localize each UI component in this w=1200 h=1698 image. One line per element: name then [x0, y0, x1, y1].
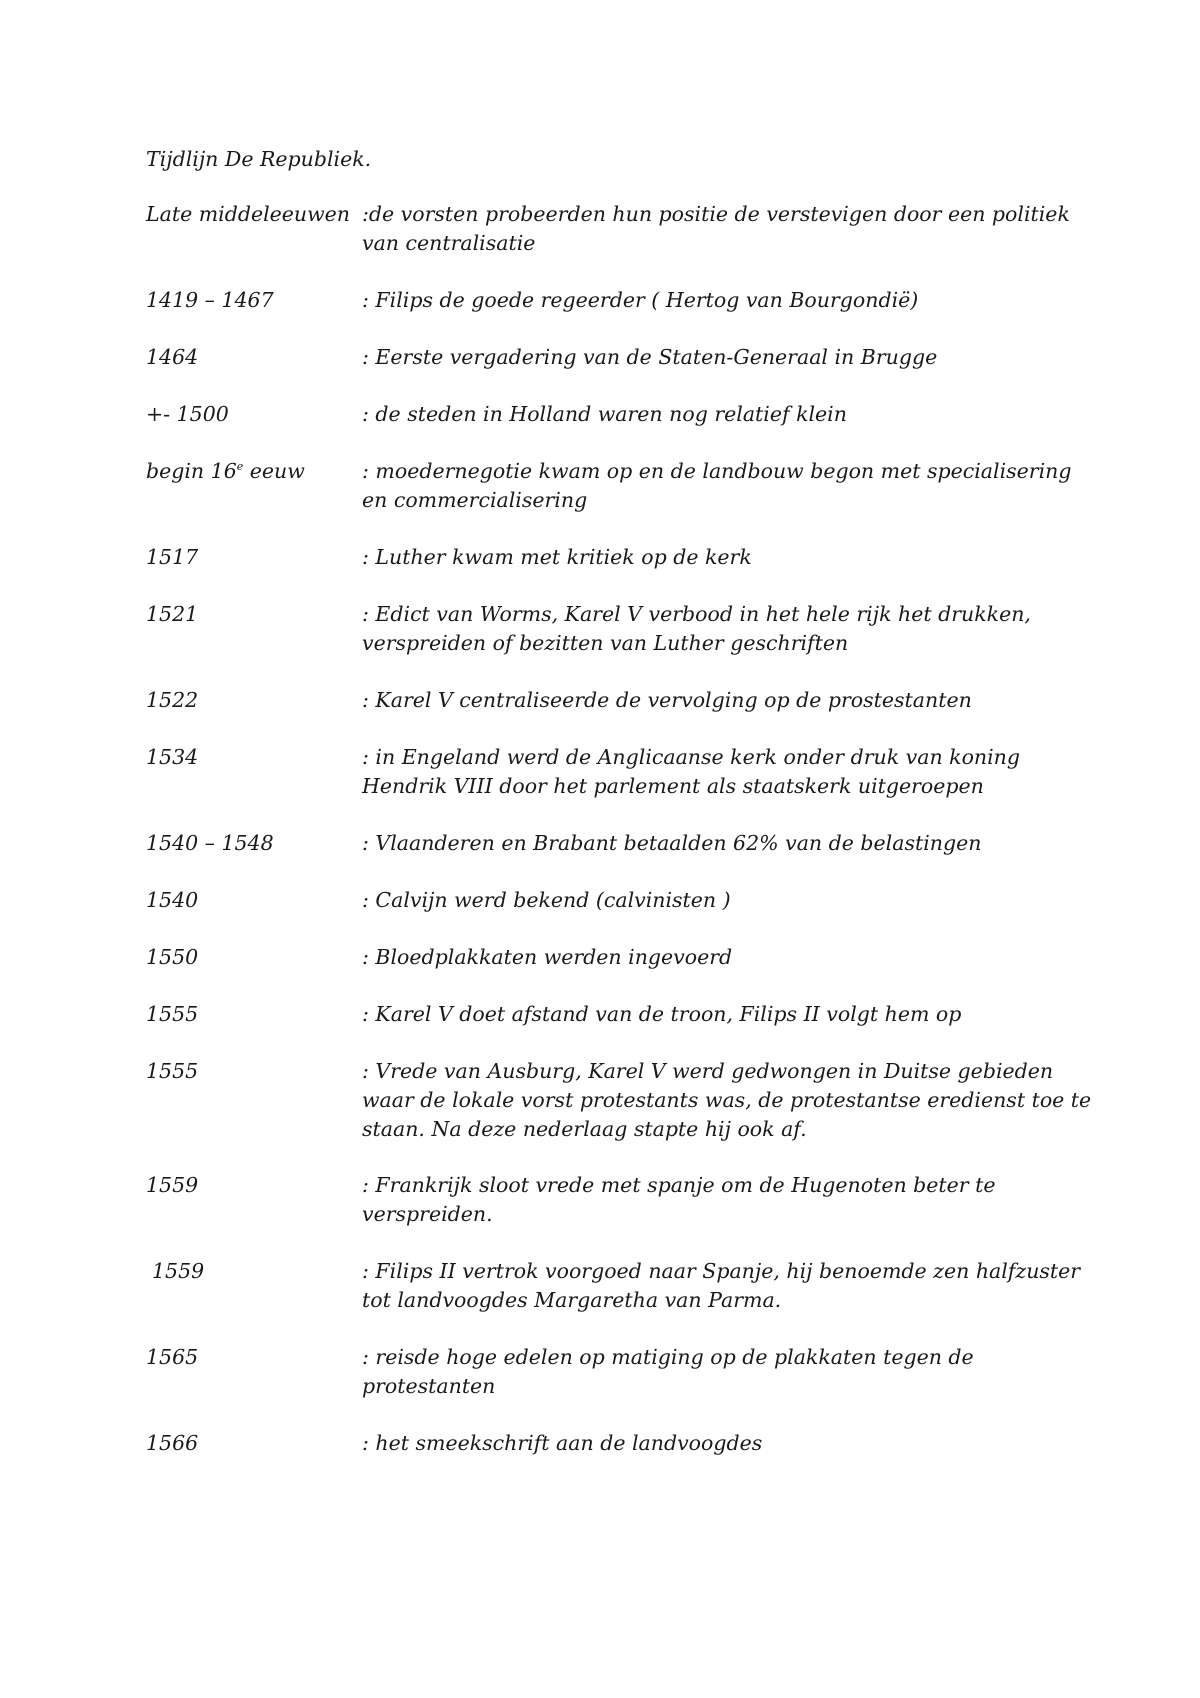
entry-description [362, 743, 1072, 801]
entry-date: 1540 [146, 888, 199, 912]
entry-date: 1521 [146, 602, 199, 626]
description-line: : Karel V centraliseerde de vervolging op de prostestanten [362, 688, 972, 712]
description-line: : het smeekschrift aan de landvoogdes [362, 1431, 763, 1455]
entry-date: 1559 [152, 1259, 205, 1283]
entry-description [362, 829, 1072, 858]
description-line: waar de lokale vorst protestants was, de protestantse eredienst toe te [362, 1087, 1092, 1112]
entry-date: 1522 [146, 688, 199, 712]
entry-date: 1419 – 1467 [146, 288, 274, 312]
entry-date: 1550 [146, 945, 199, 969]
description-line: : Filips de goede regeerder ( Hertog van Bourgondië) [362, 288, 919, 312]
entry-description [362, 686, 1072, 715]
entry-description [362, 943, 1072, 972]
description-line: staan. Na deze nederlaag stapte hij ook af. [362, 1116, 807, 1141]
description-line: : in Engeland werd de Anglicaanse kerk onder druk van koning [362, 745, 1021, 769]
description-line: : Edict van Worms, Karel V verbood in het hele rijk het drukken, [362, 602, 1031, 626]
description-line: verspreiden. [362, 1201, 493, 1226]
entry-date: 1555 [146, 1002, 199, 1026]
entry-description [362, 1171, 1072, 1229]
description-line: : Vlaanderen en Brabant betaalden 62% van de belastingen [362, 831, 982, 855]
entry-date: +- 1500 [146, 402, 229, 426]
entry-description [362, 600, 1072, 658]
description-line: tot landvoogdes Margaretha van Parma. [362, 1287, 782, 1312]
description-line: Hendrik VIII door het parlement als staatskerk uitgeroepen [362, 773, 984, 798]
description-line: : moedernegotie kwam op en de landbouw begon met specialisering [362, 459, 1072, 483]
entry-date: 1555 [146, 1059, 199, 1083]
description-line: protestanten [362, 1373, 496, 1398]
description-line: : Filips II vertrok voorgoed naar Spanje, hij benoemde zen halfzuster [362, 1259, 1081, 1283]
entry-date: 1464 [146, 345, 199, 369]
description-line: : Frankrijk sloot vrede met spanje om de Hugenoten beter te [362, 1173, 996, 1197]
description-line: : Bloedplakkaten werden ingevoerd [362, 945, 733, 969]
description-line: : Calvijn werd bekend (calvinisten ) [362, 888, 731, 912]
date-prefix: begin 16 [146, 459, 237, 483]
description-line: :de vorsten probeerden hun positie de verstevigen door een politiek [362, 202, 1070, 226]
entry-date: 1540 – 1548 [146, 831, 274, 855]
description-line: : Eerste vergadering van de Staten-Generaal in Brugge [362, 345, 938, 369]
entry-description [362, 1343, 1072, 1401]
description-line: en commercialisering [362, 487, 588, 512]
entry-description [362, 1257, 1081, 1315]
entry-date: 1517 [146, 545, 199, 569]
description-line: : Vrede van Ausburg, Karel V werd gedwongen in Duitse gebieden [362, 1059, 1054, 1083]
date-superscript: e [236, 460, 244, 473]
entry-date: 1566 [146, 1431, 199, 1455]
entry-description [362, 1000, 1072, 1029]
entry-description [362, 286, 1072, 315]
entry-date [146, 457, 305, 486]
description-line: verspreiden of bezitten van Luther geschriften [362, 630, 849, 655]
entry-description [362, 400, 1072, 429]
document-title: Tijdlijn De Republiek. [146, 147, 372, 171]
description-line: van centralisatie [362, 230, 536, 255]
description-line: : Karel V doet afstand van de troon, Filips II volgt hem op [362, 1002, 962, 1026]
entry-description [362, 1057, 1092, 1143]
entry-description [362, 1429, 1072, 1458]
entry-description [362, 886, 1072, 915]
entry-date: 1559 [146, 1173, 199, 1197]
description-line: : de steden in Holland waren nog relatief klein [362, 402, 847, 426]
description-line: : reisde hoge edelen op matiging op de plakkaten tegen de [362, 1345, 974, 1369]
entry-date: Late middeleeuwen [146, 202, 350, 226]
description-line: : Luther kwam met kritiek op de kerk [362, 545, 752, 569]
entry-description [362, 543, 1072, 572]
date-suffix: eeuw [243, 459, 305, 483]
entry-description [362, 457, 1072, 515]
entry-description [362, 343, 1072, 372]
entry-date: 1565 [146, 1345, 199, 1369]
entry-description [362, 200, 1072, 258]
entry-date: 1534 [146, 745, 199, 769]
